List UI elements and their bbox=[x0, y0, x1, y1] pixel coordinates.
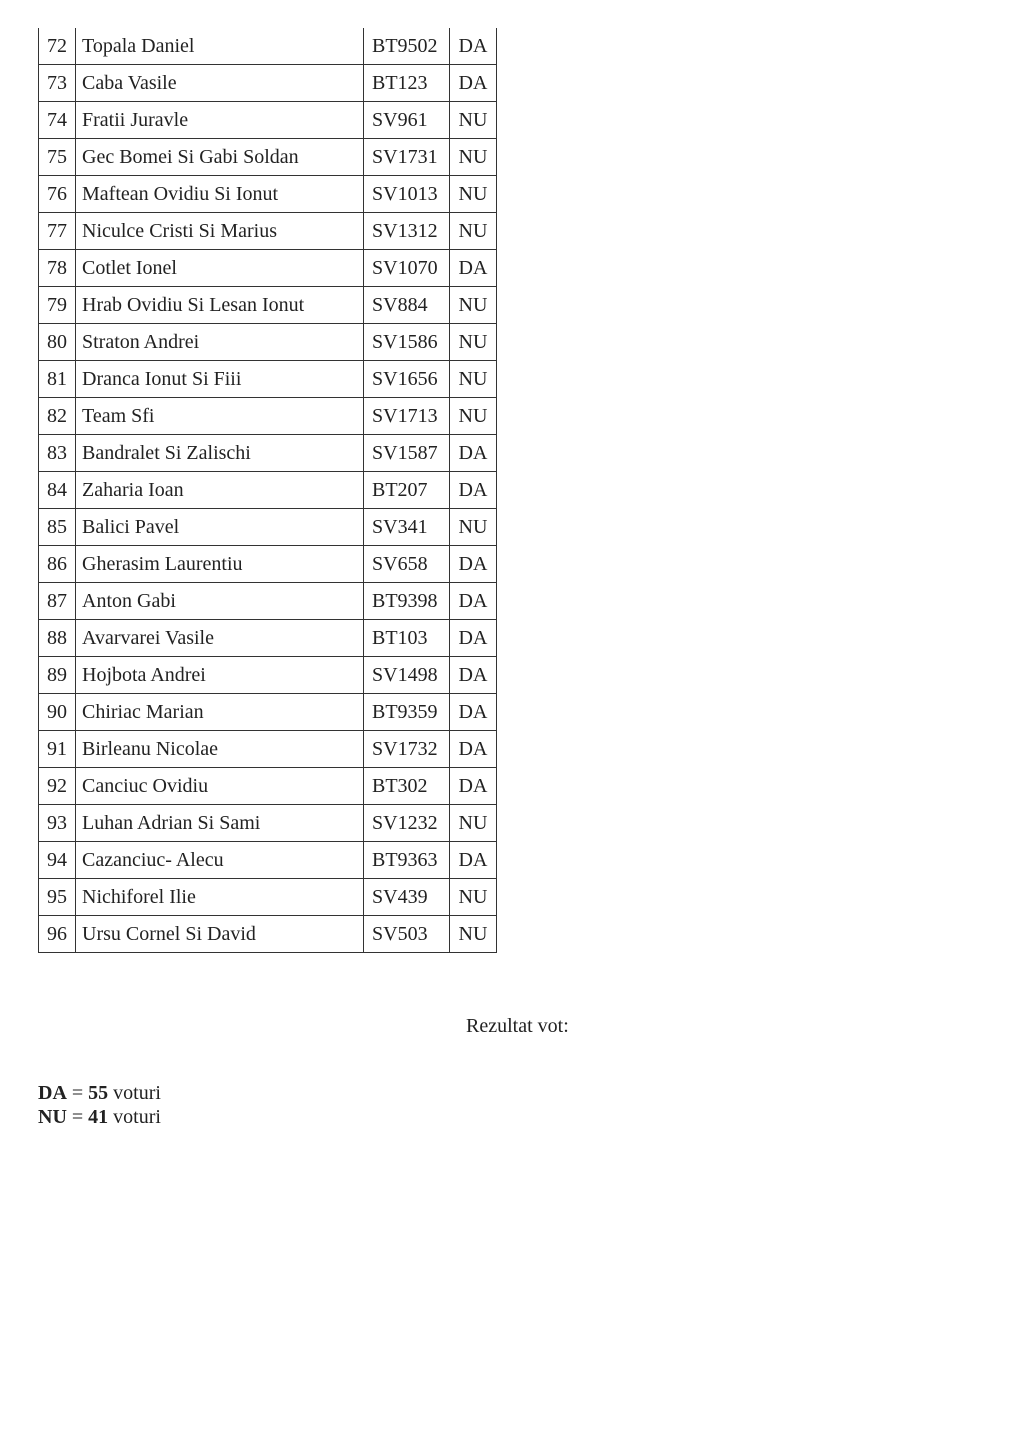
participant-name: Cotlet Ionel bbox=[76, 250, 364, 287]
participant-name: Dranca Ionut Si Fiii bbox=[76, 361, 364, 398]
vote-value: DA bbox=[450, 657, 497, 694]
vote-table-body bbox=[39, 28, 497, 953]
participant-code: SV1732 bbox=[364, 731, 450, 768]
participant-name: Bandralet Si Zalischi bbox=[76, 435, 364, 472]
row-number: 77 bbox=[39, 213, 76, 250]
participant-name: Niculce Cristi Si Marius bbox=[76, 213, 364, 250]
participant-code: SV1013 bbox=[364, 176, 450, 213]
vote-value: DA bbox=[450, 731, 497, 768]
vote-value: NU bbox=[450, 916, 497, 953]
participant-code: SV1586 bbox=[364, 324, 450, 361]
table-row bbox=[39, 65, 497, 102]
row-number: 85 bbox=[39, 509, 76, 546]
participant-name: Maftean Ovidiu Si Ionut bbox=[76, 176, 364, 213]
participant-code: SV439 bbox=[364, 879, 450, 916]
nu-unit: voturi bbox=[108, 1106, 161, 1128]
participant-name: Cazanciuc- Alecu bbox=[76, 842, 364, 879]
table-row bbox=[39, 435, 497, 472]
table-row bbox=[39, 657, 497, 694]
participant-name: Caba Vasile bbox=[76, 65, 364, 102]
participant-name: Birleanu Nicolae bbox=[76, 731, 364, 768]
row-number: 92 bbox=[39, 768, 76, 805]
da-label: DA bbox=[38, 1082, 67, 1104]
participant-code: SV503 bbox=[364, 916, 450, 953]
participant-name: Balici Pavel bbox=[76, 509, 364, 546]
vote-totals bbox=[38, 1081, 161, 1129]
vote-value: NU bbox=[450, 509, 497, 546]
participant-code: SV884 bbox=[364, 287, 450, 324]
row-number: 76 bbox=[39, 176, 76, 213]
participant-name: Anton Gabi bbox=[76, 583, 364, 620]
vote-value: DA bbox=[450, 65, 497, 102]
row-number: 87 bbox=[39, 583, 76, 620]
participant-code: SV1587 bbox=[364, 435, 450, 472]
participant-name: Gherasim Laurentiu bbox=[76, 546, 364, 583]
row-number: 80 bbox=[39, 324, 76, 361]
vote-value: NU bbox=[450, 361, 497, 398]
participant-code: SV1232 bbox=[364, 805, 450, 842]
table-row bbox=[39, 916, 497, 953]
table-row bbox=[39, 879, 497, 916]
vote-value: NU bbox=[450, 102, 497, 139]
row-number: 88 bbox=[39, 620, 76, 657]
table-row bbox=[39, 139, 497, 176]
participant-code: BT9502 bbox=[364, 28, 450, 65]
row-number: 90 bbox=[39, 694, 76, 731]
table-row bbox=[39, 472, 497, 509]
table-row bbox=[39, 694, 497, 731]
table-row bbox=[39, 361, 497, 398]
nu-count: 41 bbox=[88, 1106, 109, 1128]
participant-code: BT302 bbox=[364, 768, 450, 805]
row-number: 89 bbox=[39, 657, 76, 694]
da-total-line bbox=[38, 1081, 161, 1105]
vote-value: NU bbox=[450, 213, 497, 250]
table-row bbox=[39, 324, 497, 361]
row-number: 95 bbox=[39, 879, 76, 916]
participant-name: Fratii Juravle bbox=[76, 102, 364, 139]
row-number: 74 bbox=[39, 102, 76, 139]
vote-value: DA bbox=[450, 250, 497, 287]
participant-code: BT103 bbox=[364, 620, 450, 657]
participant-code: SV1731 bbox=[364, 139, 450, 176]
row-number: 72 bbox=[39, 28, 76, 65]
row-number: 83 bbox=[39, 435, 76, 472]
participant-code: SV1498 bbox=[364, 657, 450, 694]
vote-value: NU bbox=[450, 139, 497, 176]
row-number: 75 bbox=[39, 139, 76, 176]
table-row bbox=[39, 768, 497, 805]
da-unit: voturi bbox=[108, 1082, 161, 1104]
vote-value: DA bbox=[450, 768, 497, 805]
row-number: 96 bbox=[39, 916, 76, 953]
participant-name: Avarvarei Vasile bbox=[76, 620, 364, 657]
nu-label: NU bbox=[38, 1106, 67, 1128]
table-row bbox=[39, 842, 497, 879]
participant-name: Luhan Adrian Si Sami bbox=[76, 805, 364, 842]
participant-code: BT9398 bbox=[364, 583, 450, 620]
participant-code: BT9363 bbox=[364, 842, 450, 879]
participant-code: BT207 bbox=[364, 472, 450, 509]
row-number: 93 bbox=[39, 805, 76, 842]
participant-code: SV1656 bbox=[364, 361, 450, 398]
participant-name: Gec Bomei Si Gabi Soldan bbox=[76, 139, 364, 176]
participant-name: Nichiforel Ilie bbox=[76, 879, 364, 916]
vote-value: DA bbox=[450, 694, 497, 731]
table-row bbox=[39, 398, 497, 435]
table-row bbox=[39, 546, 497, 583]
participant-code: SV1312 bbox=[364, 213, 450, 250]
da-equals: = bbox=[66, 1082, 89, 1104]
participant-code: SV658 bbox=[364, 546, 450, 583]
vote-value: NU bbox=[450, 176, 497, 213]
table-row bbox=[39, 287, 497, 324]
row-number: 78 bbox=[39, 250, 76, 287]
table-row bbox=[39, 805, 497, 842]
table-row bbox=[39, 28, 497, 65]
table-row bbox=[39, 102, 497, 139]
vote-value: DA bbox=[450, 435, 497, 472]
row-number: 79 bbox=[39, 287, 76, 324]
nu-total-line bbox=[38, 1105, 161, 1129]
da-count: 55 bbox=[88, 1082, 109, 1104]
participant-code: BT9359 bbox=[364, 694, 450, 731]
participant-code: SV1070 bbox=[364, 250, 450, 287]
vote-value: NU bbox=[450, 879, 497, 916]
vote-value: NU bbox=[450, 805, 497, 842]
table-row bbox=[39, 583, 497, 620]
vote-value: DA bbox=[450, 583, 497, 620]
vote-value: DA bbox=[450, 842, 497, 879]
table-row bbox=[39, 509, 497, 546]
row-number: 81 bbox=[39, 361, 76, 398]
vote-value: DA bbox=[450, 28, 497, 65]
participant-name: Chiriac Marian bbox=[76, 694, 364, 731]
table-row bbox=[39, 250, 497, 287]
vote-value: DA bbox=[450, 546, 497, 583]
row-number: 86 bbox=[39, 546, 76, 583]
row-number: 91 bbox=[39, 731, 76, 768]
vote-value: NU bbox=[450, 324, 497, 361]
vote-value: DA bbox=[450, 472, 497, 509]
participant-name: Zaharia Ioan bbox=[76, 472, 364, 509]
row-number: 82 bbox=[39, 398, 76, 435]
table-row bbox=[39, 213, 497, 250]
table-row bbox=[39, 731, 497, 768]
vote-value: NU bbox=[450, 398, 497, 435]
participant-code: BT123 bbox=[364, 65, 450, 102]
participant-name: Straton Andrei bbox=[76, 324, 364, 361]
table-row bbox=[39, 620, 497, 657]
participant-name: Ursu Cornel Si David bbox=[76, 916, 364, 953]
participant-name: Hrab Ovidiu Si Lesan Ionut bbox=[76, 287, 364, 324]
vote-table bbox=[38, 28, 497, 953]
participant-code: SV341 bbox=[364, 509, 450, 546]
row-number: 84 bbox=[39, 472, 76, 509]
vote-value: DA bbox=[450, 620, 497, 657]
nu-equals: = bbox=[66, 1106, 89, 1128]
participant-code: SV961 bbox=[364, 102, 450, 139]
participant-code: SV1713 bbox=[364, 398, 450, 435]
vote-value: NU bbox=[450, 287, 497, 324]
row-number: 73 bbox=[39, 65, 76, 102]
row-number: 94 bbox=[39, 842, 76, 879]
participant-name: Topala Daniel bbox=[76, 28, 364, 65]
participant-name: Canciuc Ovidiu bbox=[76, 768, 364, 805]
result-heading: Rezultat vot: bbox=[466, 1015, 569, 1037]
participant-name: Team Sfi bbox=[76, 398, 364, 435]
table-row bbox=[39, 176, 497, 213]
participant-name: Hojbota Andrei bbox=[76, 657, 364, 694]
